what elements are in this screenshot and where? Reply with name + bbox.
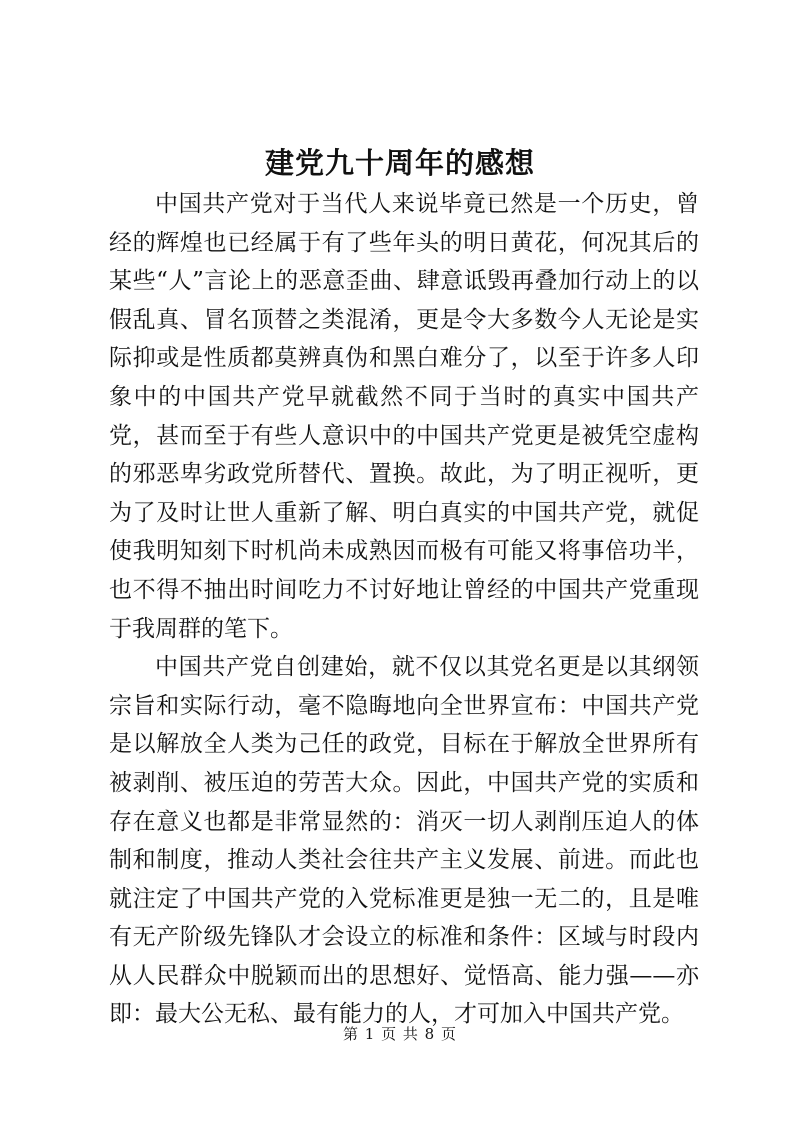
document-title: 建党九十周年的感想 [264,146,535,180]
page-number-footer: 第 1 页 共 8 页 [343,1025,457,1043]
paragraph-2: 中国共产党自创建始，就不仅以其党名更是以其纲领宗旨和实际行动，毫不隐晦地向全世界宣布：中国共产党是以解放全人类为己任的政党，目标在于解放全世界所有被剥削、被压迫的劳苦大众。因此，中国共产党的实质和存在意义也都是非常显然的：消灭一切人剥削压迫人的体制和制度，推动人类社会往共产主义发展、前进。而此也就注定了中国共产党的入党标准更是独一无二的，且是唯有无产阶级先锋队才会设立的标准和条件：区域与时段内从人民群众中脱颖而出的思想好、觉悟高、能力强——亦即：最大公无私、最有能力的人，才可加入中国共产党。 [109,654,699,1028]
document-body [109,185,699,1034]
paragraph-1: 中国共产党对于当代人来说毕竟已然是一个历史，曾经的辉煌也已经属于有了些年头的明日黄花，何况其后的某些“人”言论上的恶意歪曲、肆意诋毁再叠加行动上的以假乱真、冒名顶替之类混淆，更是令大多数今人无论是实际抑或是性质都莫辨真伪和黑白难分了，以至于许多人印象中的中国共产党早就截然不同于当时的真实中国共产党，甚而至于有些人意识中的中国共产党更是被凭空虚构的邪恶卑劣政党所替代、置换。故此，为了明正视听，更为了及时让世人重新了解、明白真实的中国共产党，就促使我明知刻下时机尚未成熟因而极有可能又将事倍功半，也不得不抽出时间吃力不讨好地让曾经的中国共产党重现于我周群的笔下。 [109,191,699,642]
